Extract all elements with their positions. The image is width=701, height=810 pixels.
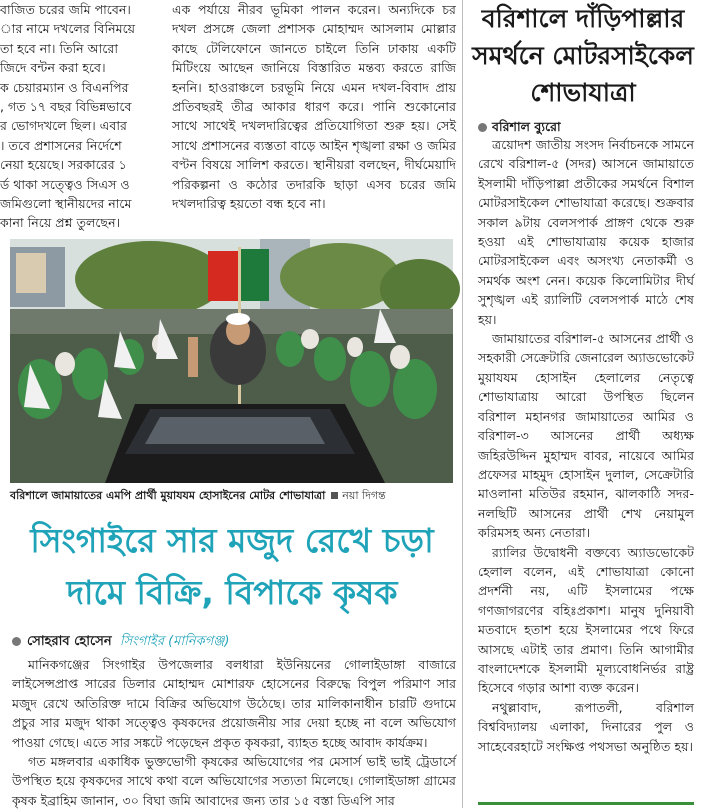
- column-b-continued-text: [172, 0, 456, 214]
- side-story-body: [478, 135, 694, 800]
- column-a-line: বাজিত চরের জমি পাবেন।: [0, 2, 131, 17]
- rally-photo: [10, 239, 453, 483]
- column-a-line: ার নামে দখলের বিনিময়ে: [0, 21, 136, 37]
- side-paragraph: নথুল্লাবাদ, রূপাতলী, বরিশাল বিশ্ববিদ্যালয় এলাকা, দিনারের পুল ও সাহেবেরহাটে সংক্ষিপ্ত পথসভা অনুষ্ঠিত হয়।: [478, 699, 694, 754]
- column-a-line: জমিগুলো স্থানীয়দের নামে: [0, 196, 132, 212]
- main-story-body: [12, 655, 456, 808]
- column-a-line: । তবে প্রশাসনের নির্দেশে: [0, 137, 122, 153]
- story-paragraph: গত মঙ্গলবার একাধিক ভুক্তভোগী কৃষকের অভিযোগের পর মেসার্স ভাই ভাই ট্রেডার্সে উপস্থিত হয়ে কৃষকদের সাথে কথা বলে অভিযোগের সত্যতা মিলেছে। গোলাইডাঙ্গা গ্রামের কৃষক ইব্রাহিম জানান, ৩০ বিঘা জমি আবাদের জন্য তার ১৫ বস্তা ডিএপি সার: [12, 754, 456, 808]
- bureau-name: বরিশাল ব্যুরো: [492, 119, 561, 134]
- column-b-paragraph: এক পর্যায়ে নীরব ভূমিকা পালন করেন। অন্যদিকে চর দখল প্রসঙ্গে জেলা প্রশাসক মোহাম্মদ আসলাম মোল্লার কাছে টেলিফোনে জানতে চাইলে তিনি ঢাকায় একটি মিটিংয়ে আছেন জানিয়ে বিস্তারিত মন্তব্য করতে রাজি হননি। হাওরাঞ্চলে চরভূমি নিয়ে এমন দখল-বিবাদ প্রায় প্রতিবছরই তীব্র আকার ধারণ করে। পানি শুকোনোর সাথে সাথেই দখলদারিত্বের প্রতিযোগিতা শুরু হয়। সেই সাথে প্রশাসনের ব্যস্ততা বাড়ে আইন শৃঙ্খলা রক্ষা ও জমির বণ্টন বিষয়ে সালিশ করতে। স্থানীয়রা বলছেন, দীর্ঘমেয়াদি পরিকল্পনা ও কঠোর তদারকি ছাড়া এসব চরের জমি দখলদারিত্ব হয়তো বন্ধ হবে না।: [172, 2, 456, 212]
- column-a-line: , গত ১৭ বছর বিভিন্নভাবে: [0, 99, 132, 115]
- side-paragraph: র‍্যালির উদ্বোধনী বক্তব্যে অ্যাডভোকেট হেলাল বলেন, এই শোভাযাত্রা কোনো প্রদর্শনী নয়, এটি ইসলামের পক্ষে গণজাগরণের বহিঃপ্রকাশ। মানুষ দুনিয়াবী মতবাদে হতাশ হয়ে ইসলামের পথে ফিরে আসছে এটাই তার প্রমাণ। তিনি আগামীর বাংলাদেশকে ইসলামী মূল্যবোধনির্ভর রাষ্ট্র হিসেবে গড়ার আশা ব্যক্ত করেন।: [478, 544, 694, 696]
- column-divider: [462, 0, 463, 808]
- caption-text: বরিশালে জামায়াতের এমপি প্রার্থী মুয়াযযম হোসাইনের মোটর শোভাযাত্রা: [10, 489, 326, 502]
- author-name: সোহরাব হোসেন: [27, 634, 112, 649]
- column-a-line: তা হবে না। তিনি আরো: [0, 40, 118, 56]
- dateline-location: সিংগাইর (মানিকগঞ্জ): [119, 634, 230, 649]
- bullet-dot-icon: [478, 123, 487, 132]
- column-a-line: জিদে বন্টন করা হবে।: [0, 60, 106, 76]
- story-paragraph: মানিকগঞ্জের সিংগাইর উপজেলার বলধারা ইউনিয়নের গোলাইডাঙ্গা বাজারে লাইসেন্সপ্রাপ্ত সারের ডিলার মোহাম্মদ মোশারফ হোসেনের বিরুদ্ধে বিপুল পরিমাণ সার মজুদ রেখে অতিরিক্ত দামে বিক্রির অভিযোগ উঠেছে। তার মালিকানাধীন চারটি গুদামে প্রচুর সার মজুদ থাকা সত্ত্বেও কৃষকদের প্রয়োজনীয় সার দেয়া হচ্ছে না বলে অভিযোগ পাওয়া গেছে। এতে সার সঙ্কটে পড়েছেন প্রকৃত কৃষকরা, ব্যাহত হচ্ছে আবাদ কার্যক্রম।: [12, 657, 456, 750]
- column-a-continued-text: [0, 0, 142, 231]
- square-bullet-icon: [331, 492, 338, 499]
- column-a-line: ক চেয়ারম্যান ও বিএনপির: [0, 79, 129, 95]
- column-a-line: নেয়া হয়েছে। সরকারের ১: [0, 157, 127, 173]
- bullet-dot-icon: [12, 637, 21, 646]
- side-headline: বরিশালে দাঁড়িপাল্লার সমর্থনে মোটরসাইকেল শোভাযাত্রা: [472, 4, 694, 107]
- main-byline: [12, 632, 456, 652]
- column-a-line: র্ড থাকা সত্ত্বেও সিএস ও: [0, 176, 130, 192]
- section-rule: [478, 802, 694, 805]
- side-paragraph: ত্রয়োদশ জাতীয় সংসদ নির্বাচনকে সামনে রেখে বরিশাল-৫ (সদর) আসনে জামায়াতে ইসলামী দাঁড়িপাল্লা প্রতীকের সমর্থনে বিশাল মোটরসাইকেল শোভাযাত্রা করেছে। শুক্রবার সকাল ৯টায় বেলসপার্ক প্রাঙ্গণ থেকে শুরু হওয়া এই শোভাযাত্রায় কয়েক হাজার মোটরসাইকেল এবং অসংখ্য নেতাকর্মী ও সমর্থক অংশ নেন। কয়েক কিলোমিটার দীর্ঘ সুশৃঙ্খল এই র‍্যালিটি বেলসপার্ক মাঠে শেষ হয়।: [478, 137, 694, 327]
- column-a-line: র ভোগদখলে ছিল। এবার: [0, 118, 127, 134]
- caption-source: নয়া দিগন্ত: [342, 489, 386, 502]
- side-paragraph: জামায়াতের বরিশাল-৫ আসনের প্রার্থী ও সহকারী সেক্রেটারি জেনারেল অ্যাডভোকেট মুয়াযযম হোসাইন হেলালের নেতৃত্বে শোভাযাত্রায় আরো উপস্থিত ছিলেন বরিশাল মহানগর জামায়াতের আমির ও বরিশাল-৩ আসনের প্রার্থী অধ্যক্ষ জহিরউদ্দিন মুহাম্মদ বাবর, নায়েবে আমির প্রফেসর মাহমুদ হোসাইন দুলাল, সেক্রেটারি মাওলানা মতিউর রহমান, ঝালকাঠি সদর-নলছিটি আসনের প্রার্থী শেখ নেয়ামুল করিমসহ অন্য নেতারা।: [478, 331, 694, 541]
- main-headline: সিংগাইরে সার মজুদ রেখে চড়া দামে বিক্রি, বিপাকে কৃষক: [30, 521, 434, 612]
- column-a-line: কানা নিয়ে প্রশ্ন তুলছেন।: [0, 215, 121, 231]
- photo-caption: [10, 487, 453, 505]
- side-byline: [478, 117, 692, 136]
